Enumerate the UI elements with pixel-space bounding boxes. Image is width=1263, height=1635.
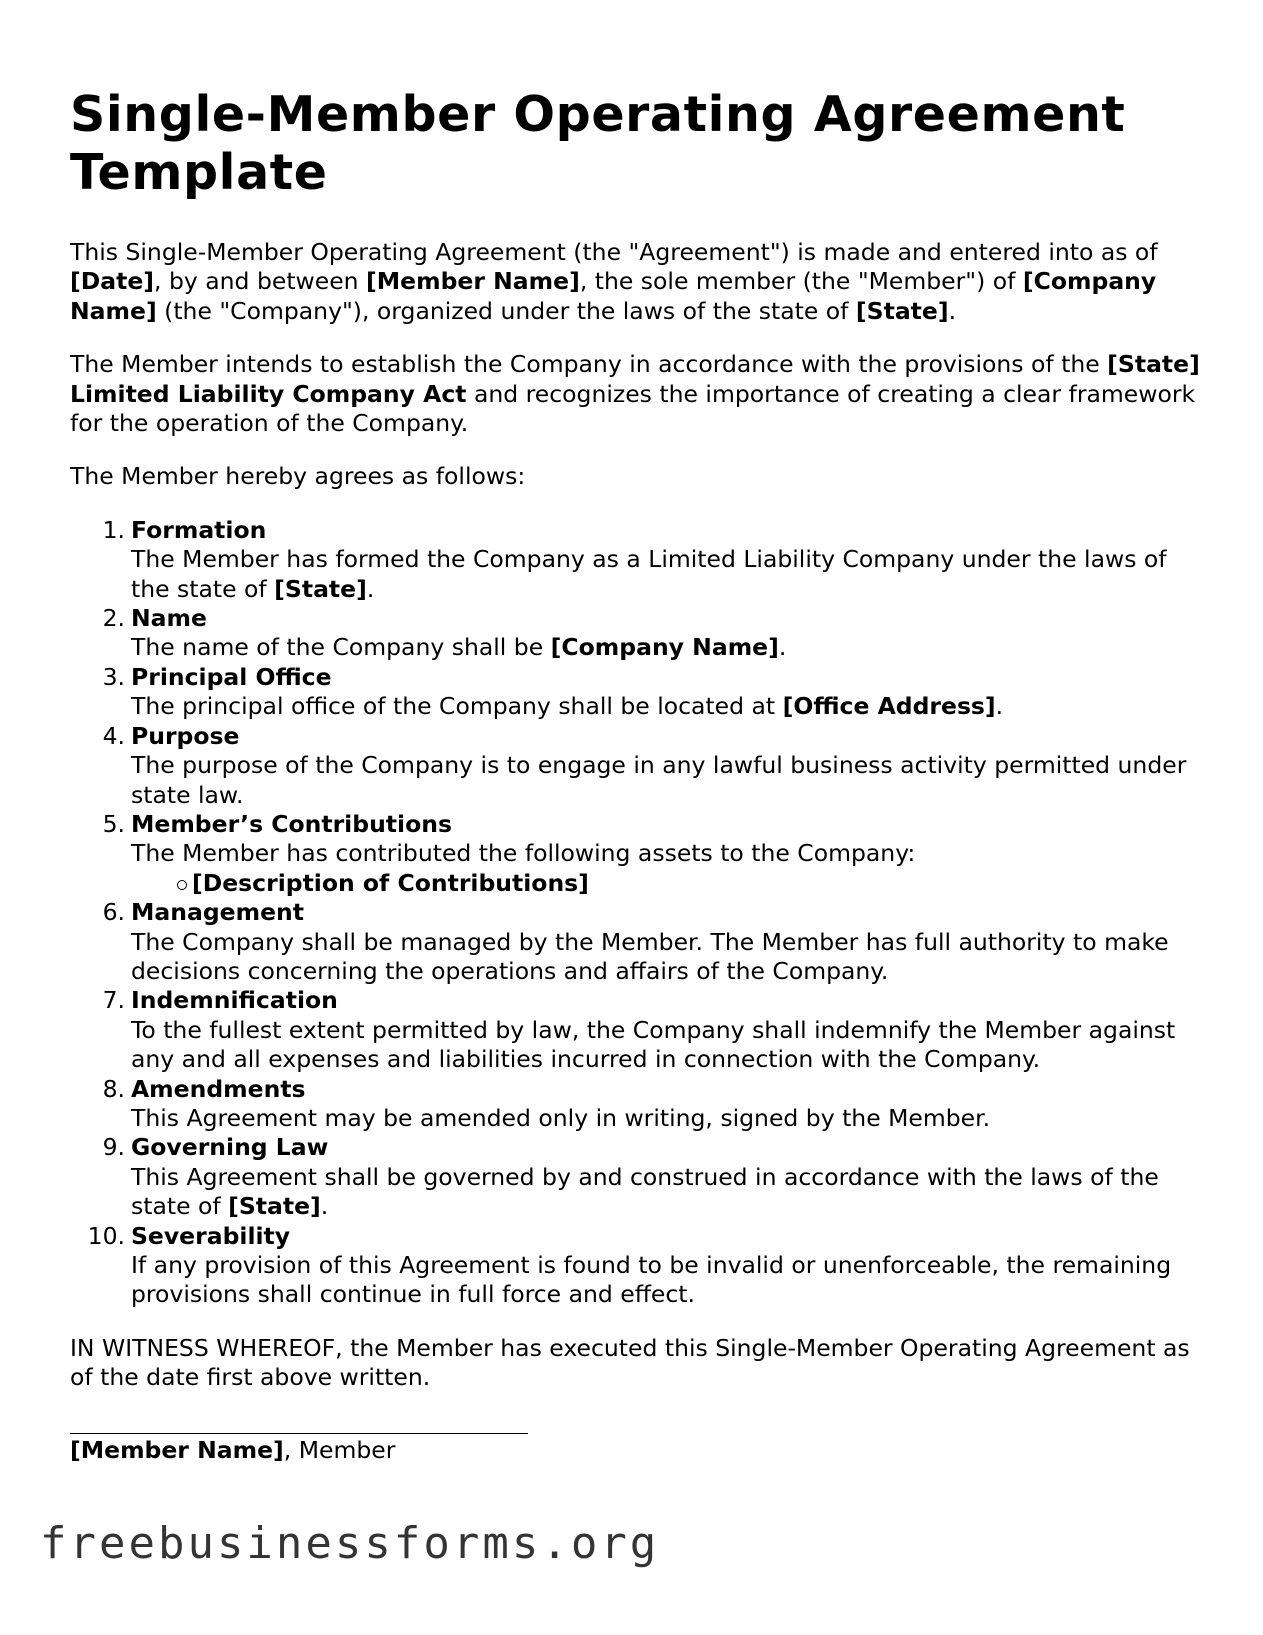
section-item: 6. Management The Company shall be managed by the Member. The Member has full authority to make decisions concerning the operations and affairs of the Company. [70,898,1200,986]
contributions-list [131,869,1200,898]
document-title: Single-Member Operating Agreement Template [70,86,1126,201]
bullet-circle-icon [177,880,187,890]
section-title: Principal Office [131,662,332,691]
section-body: If any provision of this Agreement is found to be invalid or unenforceable, the remaining provisions shall continue in full force and effect. [131,1251,1172,1309]
section-body: This Agreement may be amended only in writing, signed by the Member. [131,1103,991,1132]
signature-line [70,1433,528,1434]
act-name: [State] Limited Liability Company Act [70,350,1200,408]
section-body: The principal office of the Company shall be located at [Office Address]. [131,692,1004,721]
section-body: The name of the Company shall be [Company Name]. [131,633,787,662]
witness-paragraph: IN WITNESS WHEREOF, the Member has executed this Single-Member Operating Agreement as of the date first above written. [70,1333,1190,1392]
list-item: [Description of Contributions] [131,869,1200,898]
section-body: The Company shall be managed by the Member. The Member has full authority to make decisions concerning the operations and affairs of the Company. [131,927,1169,985]
section-body: The purpose of the Company is to engage in any lawful business activity permitted under state law. [131,751,1187,809]
section-item: 7. Indemnification To the fullest extent permitted by law, the Company shall indemnify the Member against any and all expenses and liabilities incurred in connection with the Company. [70,986,1200,1074]
section-item: 8. Amendments This Agreement may be amended only in writing, signed by the Member. [70,1075,1200,1134]
section-title: Management [131,898,304,927]
company-name-placeholder: [Company Name] [70,267,1157,325]
section-title: Amendments [131,1074,306,1103]
document-page [70,86,1200,1465]
signature-label: [Member Name], Member [70,1435,396,1464]
section-title: Member’s Contributions [131,809,452,838]
section-title: Governing Law [131,1133,329,1162]
section-item: 3. Principal Office The principal office of the Company shall be located at [Office Address]. [70,663,1200,722]
section-title: Name [131,604,207,633]
section-title: Severability [131,1221,291,1250]
section-body: The Member has formed the Company as a Limited Liability Company under the laws of the state of [State]. [131,545,1167,603]
purpose-paragraph: The Member intends to establish the Company in accordance with the provisions of the [State] Limited Liability Company Act and recognizes the importance of creating a clear framework for the operation of the Company. [70,350,1200,438]
intro-paragraph: This Single-Member Operating Agreement (the "Agreement") is made and entered into as of [Date], by and between [Member Name], the sole member (the "Member") of [Company Name] (the "Company"), organized under the laws of the state of [State]. [70,238,1158,325]
section-title: Indemnification [131,986,338,1015]
section-title: Formation [131,515,267,544]
member-name-placeholder: [Member Name] [366,267,580,296]
section-item: 4. Purpose The purpose of the Company is to engage in any lawful business activity permitted under state law. [70,722,1200,810]
section-item: 5. Member’s Contributions The Member has contributed the following assets to the Company: [Description of Contributions] [70,810,1200,898]
section-item: 10. Severability If any provision of this Agreement is found to be invalid or unenforceable, the remaining provisions shall continue in full force and effect. [70,1222,1200,1310]
sections-list [70,516,1200,1310]
section-item: 1. Formation The Member has formed the Company as a Limited Liability Company under the laws of the state of [State]. [70,516,1200,604]
section-title: Purpose [131,721,240,750]
date-placeholder: [Date] [70,267,155,296]
section-body: To the fullest extent permitted by law, the Company shall indemnify the Member against any and all expenses and liabilities incurred in connection with the Company. [131,1015,1176,1074]
section-item: 2. Name The name of the Company shall be [Company Name]. [70,604,1200,663]
agreement-lead-in: The Member hereby agrees as follows: [70,462,526,491]
section-body: The Member has contributed the following assets to the Company: [131,839,916,868]
signature-name: [Member Name] [70,1435,284,1464]
section-body: This Agreement shall be governed by and construed in accordance with the laws of the state of [State]. [131,1162,1159,1221]
state-placeholder: [State] [855,296,949,325]
watermark: freebusinessforms.org [40,1518,660,1569]
section-item: 9. Governing Law This Agreement shall be governed by and construed in accordance with the laws of the state of [State]. [70,1133,1200,1221]
